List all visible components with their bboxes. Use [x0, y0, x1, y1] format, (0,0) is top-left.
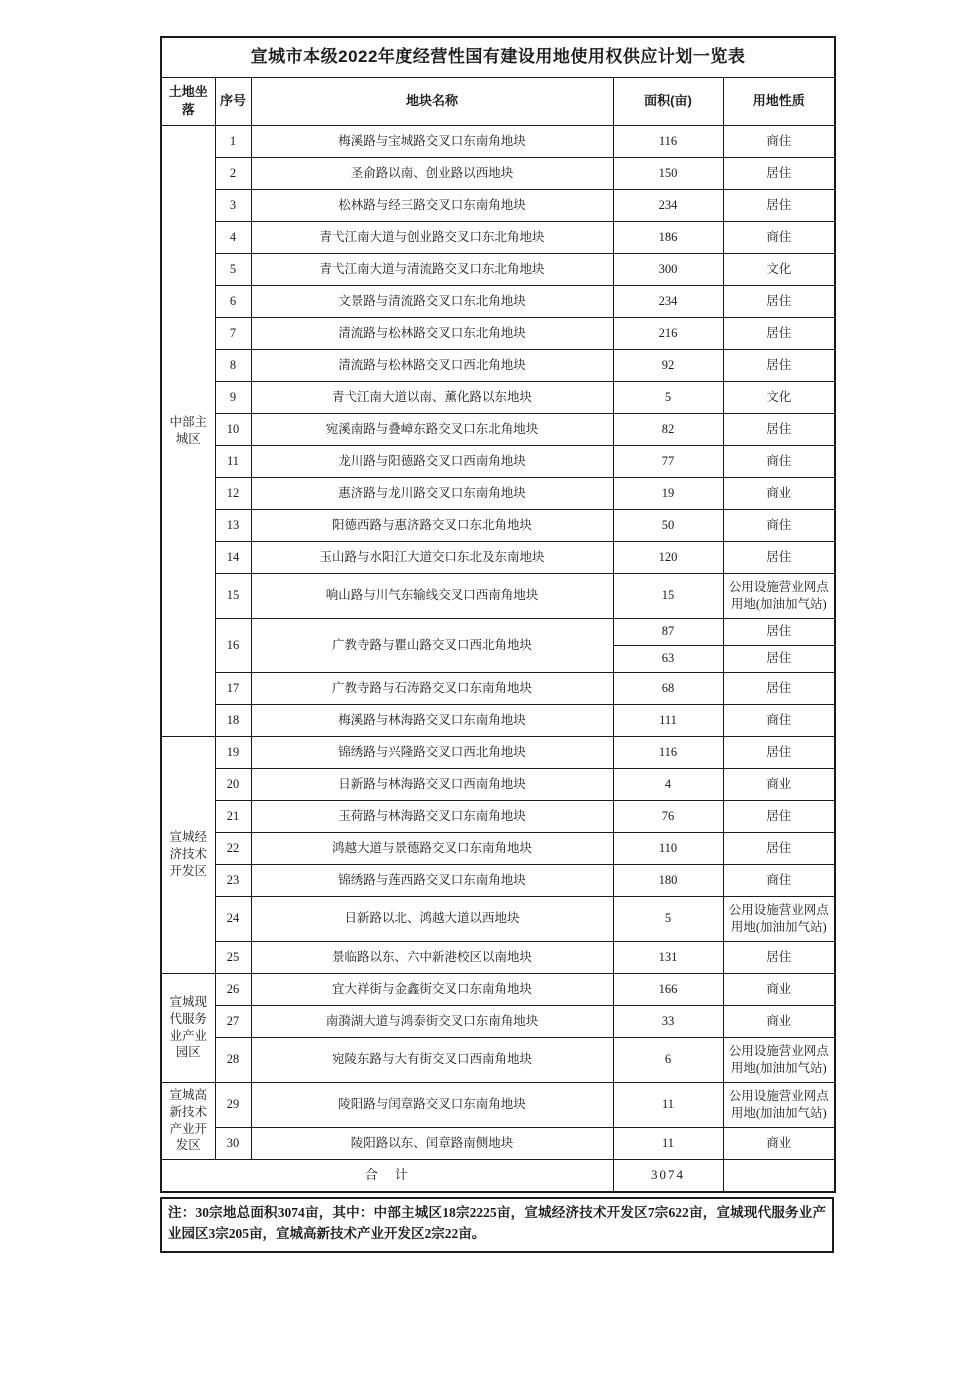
plot-area: 120 [613, 541, 723, 573]
land-use-type: 商业 [723, 973, 835, 1005]
table-row [161, 896, 835, 941]
row-number: 2 [215, 157, 251, 189]
land-use-type: 居住 [723, 541, 835, 573]
plot-area: 6 [613, 1037, 723, 1082]
table-row [161, 157, 835, 189]
table-row [161, 704, 835, 736]
plot-name: 玉荷路与林海路交叉口东南角地块 [251, 800, 613, 832]
plot-area: 110 [613, 832, 723, 864]
table-row [161, 736, 835, 768]
land-use-type: 公用设施营业网点用地(加油加气站) [723, 573, 835, 618]
land-use-type: 居住 [723, 645, 835, 672]
row-number: 27 [215, 1005, 251, 1037]
plot-name: 青弋江南大道以南、薰化路以东地块 [251, 381, 613, 413]
land-use-type: 商业 [723, 477, 835, 509]
row-number: 16 [215, 618, 251, 672]
land-use-type: 居住 [723, 349, 835, 381]
land-use-type: 商住 [723, 704, 835, 736]
table-row [161, 973, 835, 1005]
row-number: 14 [215, 541, 251, 573]
table-row [161, 349, 835, 381]
row-number: 7 [215, 317, 251, 349]
land-supply-table [160, 36, 836, 1193]
col-header-use: 用地性质 [723, 77, 835, 125]
row-number: 12 [215, 477, 251, 509]
land-use-type: 商住 [723, 864, 835, 896]
table-row [161, 1127, 835, 1159]
land-use-type: 居住 [723, 285, 835, 317]
table-row [161, 221, 835, 253]
row-number: 26 [215, 973, 251, 1005]
plot-name: 景临路以东、六中新港校区以南地块 [251, 941, 613, 973]
plot-name: 响山路与川气东输线交叉口西南角地块 [251, 573, 613, 618]
land-use-type: 居住 [723, 672, 835, 704]
table-row [161, 413, 835, 445]
row-number: 11 [215, 445, 251, 477]
col-header-location: 土地坐落 [161, 77, 215, 125]
row-number: 29 [215, 1082, 251, 1127]
plot-area: 68 [613, 672, 723, 704]
plot-area: 50 [613, 509, 723, 541]
land-use-type: 居住 [723, 800, 835, 832]
land-use-type: 居住 [723, 832, 835, 864]
land-use-type: 公用设施营业网点用地(加油加气站) [723, 896, 835, 941]
plot-area: 11 [613, 1082, 723, 1127]
row-number: 30 [215, 1127, 251, 1159]
col-header-no: 序号 [215, 77, 251, 125]
plot-name: 青弋江南大道与清流路交叉口东北角地块 [251, 253, 613, 285]
row-number: 21 [215, 800, 251, 832]
plot-name: 青弋江南大道与创业路交叉口东北角地块 [251, 221, 613, 253]
land-use-type: 商住 [723, 509, 835, 541]
plot-area: 180 [613, 864, 723, 896]
land-use-type: 公用设施营业网点用地(加油加气站) [723, 1037, 835, 1082]
row-number: 28 [215, 1037, 251, 1082]
row-number: 6 [215, 285, 251, 317]
land-use-type: 居住 [723, 736, 835, 768]
plot-name: 日新路以北、鸿越大道以西地块 [251, 896, 613, 941]
table-row [161, 1005, 835, 1037]
plot-name: 日新路与林海路交叉口西南角地块 [251, 768, 613, 800]
row-number: 23 [215, 864, 251, 896]
col-header-area: 面积(亩) [613, 77, 723, 125]
table-row [161, 864, 835, 896]
row-number: 24 [215, 896, 251, 941]
plot-name: 清流路与松林路交叉口东北角地块 [251, 317, 613, 349]
row-number: 22 [215, 832, 251, 864]
total-row [161, 1159, 835, 1192]
plot-area: 234 [613, 285, 723, 317]
plot-area: 5 [613, 381, 723, 413]
page-title: 宣城市本级2022年度经营性国有建设用地使用权供应计划一览表 [161, 37, 835, 77]
table-row [161, 832, 835, 864]
plot-area: 82 [613, 413, 723, 445]
table-row [161, 1037, 835, 1082]
plot-name: 陵阳路与闰章路交叉口东南角地块 [251, 1082, 613, 1127]
plot-area: 4 [613, 768, 723, 800]
plot-area: 234 [613, 189, 723, 221]
region-label: 宣城高新技术产业开发区 [161, 1082, 215, 1159]
table-row [161, 125, 835, 157]
plot-area: 150 [613, 157, 723, 189]
plot-name: 广教寺路与瞿山路交叉口西北角地块 [251, 618, 613, 672]
plot-name: 广教寺路与石涛路交叉口东南角地块 [251, 672, 613, 704]
table-row [161, 618, 835, 645]
table-row [161, 800, 835, 832]
plot-name: 圣俞路以南、创业路以西地块 [251, 157, 613, 189]
land-use-type: 居住 [723, 941, 835, 973]
plot-name: 龙川路与阳德路交叉口西南角地块 [251, 445, 613, 477]
plot-area: 92 [613, 349, 723, 381]
row-number: 8 [215, 349, 251, 381]
row-number: 15 [215, 573, 251, 618]
row-number: 13 [215, 509, 251, 541]
plot-name: 南漪湖大道与鸿泰街交叉口东南角地块 [251, 1005, 613, 1037]
plot-name: 宛陵东路与大有街交叉口西南角地块 [251, 1037, 613, 1082]
table-row [161, 253, 835, 285]
plot-name: 玉山路与水阳江大道交口东北及东南地块 [251, 541, 613, 573]
title-row [161, 37, 835, 77]
header-row [161, 77, 835, 125]
plot-name: 松林路与经三路交叉口东南角地块 [251, 189, 613, 221]
plot-name: 宛溪南路与叠嶂东路交叉口东北角地块 [251, 413, 613, 445]
land-use-type: 文化 [723, 253, 835, 285]
plot-area: 186 [613, 221, 723, 253]
plot-area: 116 [613, 736, 723, 768]
row-number: 10 [215, 413, 251, 445]
plot-area: 33 [613, 1005, 723, 1037]
row-number: 18 [215, 704, 251, 736]
table-row [161, 189, 835, 221]
plot-name: 陵阳路以东、闰章路南侧地块 [251, 1127, 613, 1159]
land-use-type: 公用设施营业网点用地(加油加气站) [723, 1082, 835, 1127]
land-use-type: 商业 [723, 1005, 835, 1037]
col-header-name: 地块名称 [251, 77, 613, 125]
plot-area: 11 [613, 1127, 723, 1159]
table-row [161, 285, 835, 317]
plot-area: 76 [613, 800, 723, 832]
plot-name: 清流路与松林路交叉口西北角地块 [251, 349, 613, 381]
row-number: 19 [215, 736, 251, 768]
row-number: 3 [215, 189, 251, 221]
plot-area: 63 [613, 645, 723, 672]
plot-area: 15 [613, 573, 723, 618]
land-use-type: 商住 [723, 445, 835, 477]
plot-area: 77 [613, 445, 723, 477]
region-label: 中部主城区 [161, 125, 215, 736]
row-number: 5 [215, 253, 251, 285]
plot-name: 惠济路与龙川路交叉口东南角地块 [251, 477, 613, 509]
plot-name: 锦绣路与莲西路交叉口东南角地块 [251, 864, 613, 896]
row-number: 20 [215, 768, 251, 800]
plot-area: 300 [613, 253, 723, 285]
row-number: 1 [215, 125, 251, 157]
land-use-type: 商住 [723, 221, 835, 253]
plot-name: 阳德西路与惠济路交叉口东北角地块 [251, 509, 613, 541]
plot-area: 87 [613, 618, 723, 645]
land-use-type: 商住 [723, 125, 835, 157]
total-label: 合 计 [161, 1159, 613, 1192]
table-row [161, 541, 835, 573]
total-area: 3074 [613, 1159, 723, 1192]
table-row [161, 381, 835, 413]
row-number: 9 [215, 381, 251, 413]
plot-name: 鸿越大道与景德路交叉口东南角地块 [251, 832, 613, 864]
table-row [161, 509, 835, 541]
plot-name: 文景路与清流路交叉口东北角地块 [251, 285, 613, 317]
document-sheet [160, 36, 834, 1253]
footnote: 注：30宗地总面积3074亩，其中：中部主城区18宗2225亩，宣城经济技术开发区7宗622亩，宣城现代服务业产业园区3宗205亩，宣城高新技术产业开发区2宗22亩。 [160, 1197, 834, 1253]
plot-area: 111 [613, 704, 723, 736]
land-use-type: 商业 [723, 1127, 835, 1159]
row-number: 17 [215, 672, 251, 704]
land-use-type: 居住 [723, 317, 835, 349]
plot-area: 116 [613, 125, 723, 157]
land-use-type: 文化 [723, 381, 835, 413]
plot-area: 166 [613, 973, 723, 1005]
plot-area: 131 [613, 941, 723, 973]
table-row [161, 573, 835, 618]
table-row [161, 768, 835, 800]
region-label: 宣城经济技术开发区 [161, 736, 215, 973]
plot-name: 梅溪路与宝城路交叉口东南角地块 [251, 125, 613, 157]
land-use-type: 居住 [723, 413, 835, 445]
plot-area: 216 [613, 317, 723, 349]
table-row [161, 672, 835, 704]
row-number: 4 [215, 221, 251, 253]
table-row [161, 941, 835, 973]
land-use-type: 居住 [723, 157, 835, 189]
row-number: 25 [215, 941, 251, 973]
plot-name: 锦绣路与兴隆路交叉口西北角地块 [251, 736, 613, 768]
table-row [161, 317, 835, 349]
plot-name: 梅溪路与林海路交叉口东南角地块 [251, 704, 613, 736]
land-use-type: 居住 [723, 618, 835, 645]
total-use-empty [723, 1159, 835, 1192]
table-row [161, 445, 835, 477]
land-use-type: 居住 [723, 189, 835, 221]
land-use-type: 商业 [723, 768, 835, 800]
table-row [161, 1082, 835, 1127]
table-row [161, 477, 835, 509]
plot-area: 19 [613, 477, 723, 509]
plot-name: 宜大祥街与金鑫街交叉口东南角地块 [251, 973, 613, 1005]
region-label: 宣城现代服务业产业园区 [161, 973, 215, 1082]
plot-area: 5 [613, 896, 723, 941]
